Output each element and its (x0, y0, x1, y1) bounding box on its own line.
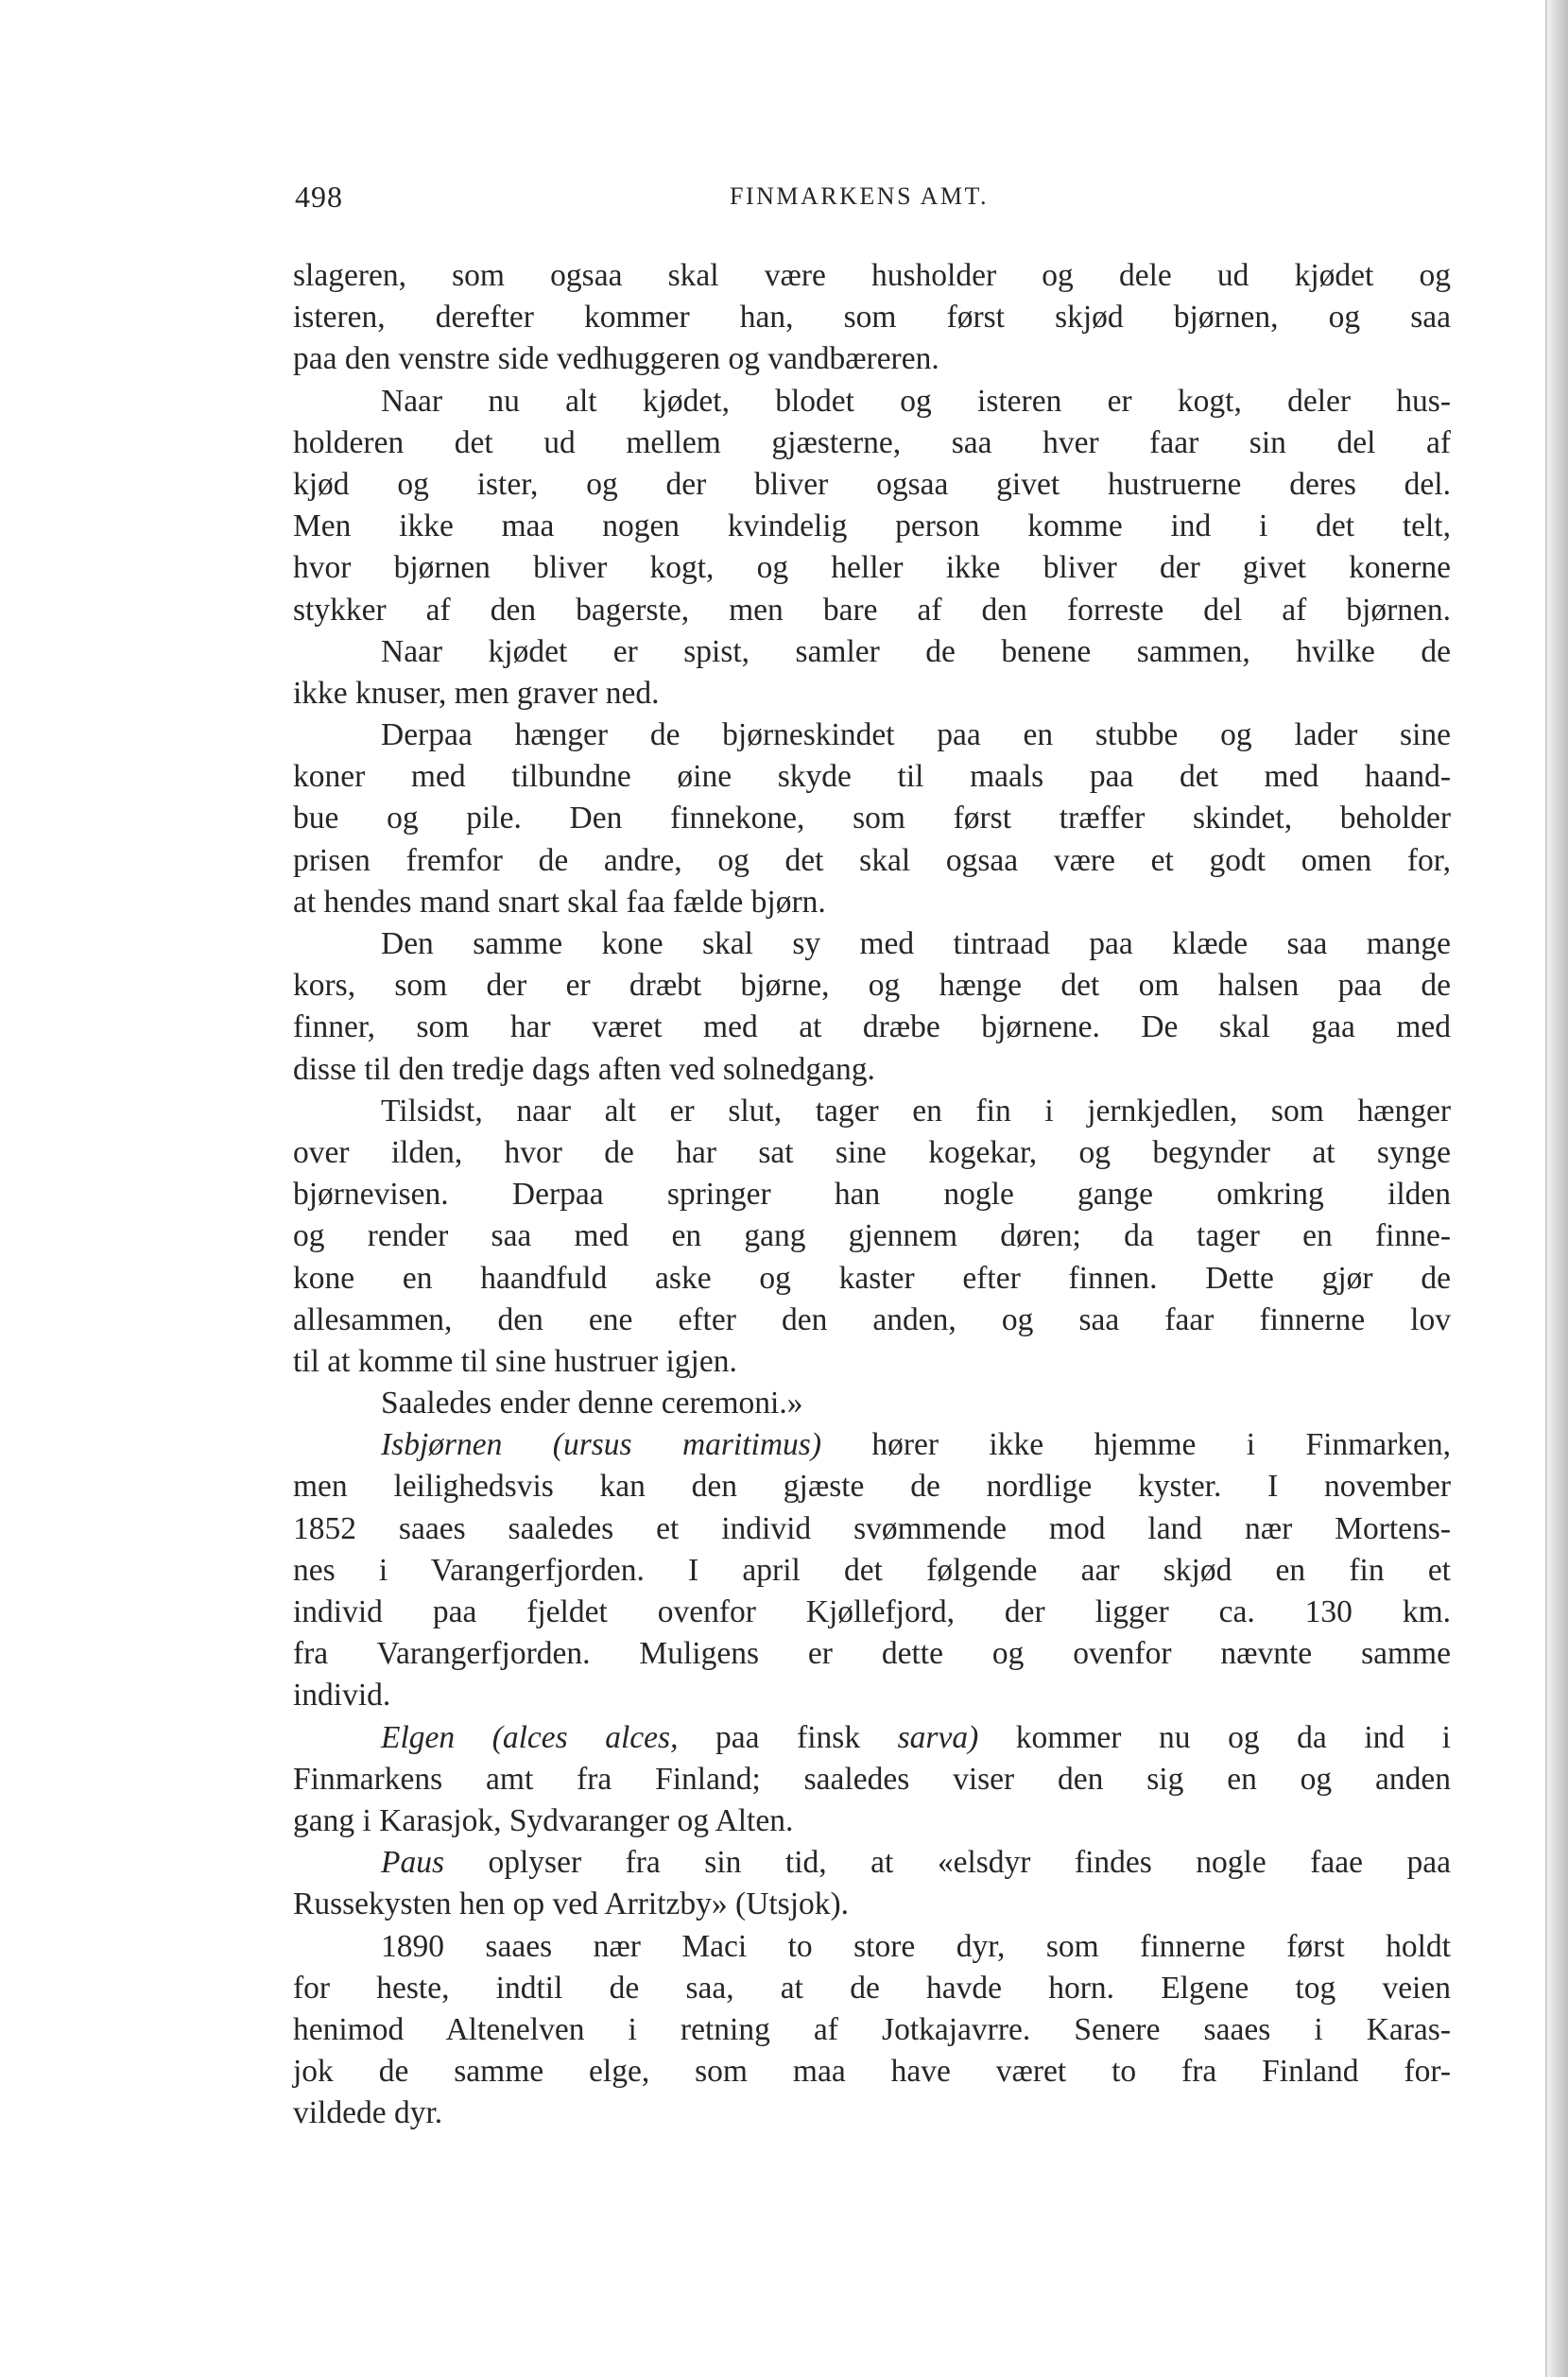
scan-edge (1547, 0, 1568, 2377)
text-run: hører ikke hjemme i Finmarken, (820, 1427, 1451, 1463)
page-number: 498 (295, 180, 343, 214)
text-line: kjød og ister, og der bliver ogsaa givet hustruerne deres del. (293, 466, 1451, 502)
text-line: vildede dyr. (293, 2095, 443, 2131)
text-line: nes i Varangerfjorden. I april det følgende aar skjød en fin et (293, 1552, 1451, 1588)
text-line: 1852 saaes saaledes et individ svømmende mod land nær Mortens- (293, 1510, 1451, 1546)
text-run: kommer nu og da ind i (978, 1719, 1451, 1755)
running-head (295, 178, 1448, 215)
text-line: finner, som har været med at dræbe bjørnene. De skal gaa med (293, 1009, 1451, 1045)
text-line: kors, som der er dræbt bjørne, og hænge det om halsen paa de (293, 968, 1451, 1004)
text-line: Saaledes ender denne ceremoni.» (381, 1386, 803, 1421)
text-line: hvor bjørnen bliver kogt, og heller ikke bliver der givet konerne (293, 550, 1451, 586)
text-line: Men ikke maa nogen kvindelig person komme ind i det telt, (293, 508, 1451, 544)
text-line: disse til den tredje dags aften ved solnedgang. (293, 1051, 875, 1087)
text-line: jok de samme elge, som maa have været to fra Finland for- (293, 2054, 1451, 2090)
text-line: Tilsidst, naar alt er slut, tager en fin i jernkjedlen, som hænger (381, 1093, 1451, 1128)
text-line: Russekysten hen op ved Arritzby» (Utsjok). (293, 1886, 850, 1922)
body-text (293, 255, 1451, 2134)
author-name-italic: Paus (381, 1845, 444, 1881)
text-line: prisen fremfor de andre, og det skal ogsaa være et godt omen for, (293, 842, 1451, 878)
text-run: oplyser fra sin tid, at «elsdyr findes nogle faae paa (444, 1845, 1451, 1881)
species-name-italic: Isbjørnen (ursus maritimus) (381, 1427, 821, 1463)
text-line: til at komme til sine hustruer igjen. (293, 1343, 737, 1379)
text-line: slageren, som ogsaa skal være husholder og dele ud kjødet og (293, 258, 1451, 293)
text-line: henimod Altenelven i retning af Jotkajavrre. Senere saaes i Karas- (293, 2011, 1451, 2047)
text-line: bjørnevisen. Derpaa springer han nogle gange omkring ilden (293, 1177, 1451, 1213)
text-line: at hendes mand snart skal faa fælde bjørn. (293, 884, 826, 920)
text-line: Finmarkens amt fra Finland; saaledes viser den sig en og anden (293, 1761, 1451, 1797)
text-line: Den samme kone skal sy med tintraad paa klæde saa mange (381, 926, 1451, 961)
text-line: Naar kjødet er spist, samler de benene sammen, hvilke de (381, 633, 1451, 669)
text-run: paa finsk (678, 1719, 898, 1755)
text-line: Derpaa hænger de bjørneskindet paa en stubbe og lader sine (381, 717, 1451, 753)
text-line: isteren, derefter kommer han, som først skjød bjørnen, og saa (293, 300, 1451, 336)
text-line: kone en haandfuld aske og kaster efter finnen. Dette gjør de (293, 1260, 1451, 1296)
text-line: koner med tilbundne øine skyde til maals paa det med haand- (293, 759, 1451, 795)
running-title: FINMARKENS AMT. (730, 182, 989, 210)
text-line: Naar nu alt kjødet, blodet og isteren er kogt, deler hus- (381, 383, 1451, 419)
text-line (293, 1424, 1451, 1466)
text-line: allesammen, den ene efter den anden, og saa faar finnerne lov (293, 1301, 1451, 1337)
text-line: men leilighedsvis kan den gjæste de nordlige kyster. I november (293, 1469, 1451, 1505)
text-line (293, 1842, 1451, 1884)
text-line: paa den venstre side vedhuggeren og vandbæreren. (293, 341, 939, 377)
text-line (293, 1717, 1451, 1759)
text-line: stykker af den bagerste, men bare af den forreste del af bjørnen. (293, 592, 1451, 628)
species-name-italic: Elgen (alces alces, (381, 1719, 679, 1755)
text-line: individ paa fjeldet ovenfor Kjøllefjord, der ligger ca. 130 km. (293, 1594, 1451, 1629)
text-line: 1890 saaes nær Maci to store dyr, som finnerne først holdt (381, 1928, 1451, 1964)
text-line: gang i Karasjok, Sydvaranger og Alten. (293, 1802, 794, 1838)
text-line: over ilden, hvor de har sat sine kogekar, og begynder at synge (293, 1134, 1451, 1170)
text-line: holderen det ud mellem gjæsterne, saa hver faar sin del af (293, 424, 1451, 460)
text-line: og render saa med en gang gjennem døren; da tager en finne- (293, 1218, 1451, 1254)
text-line: fra Varangerfjorden. Muligens er dette og ovenfor nævnte samme (293, 1636, 1451, 1672)
finnish-name-italic: sarva) (897, 1719, 979, 1755)
text-line: ikke knuser, men graver ned. (293, 675, 660, 711)
text-line: individ. (293, 1678, 391, 1714)
text-line: bue og pile. Den finnekone, som først træffer skindet, beholder (293, 801, 1451, 836)
text-line: for heste, indtil de saa, at de havde horn. Elgene tog veien (293, 1970, 1451, 2006)
